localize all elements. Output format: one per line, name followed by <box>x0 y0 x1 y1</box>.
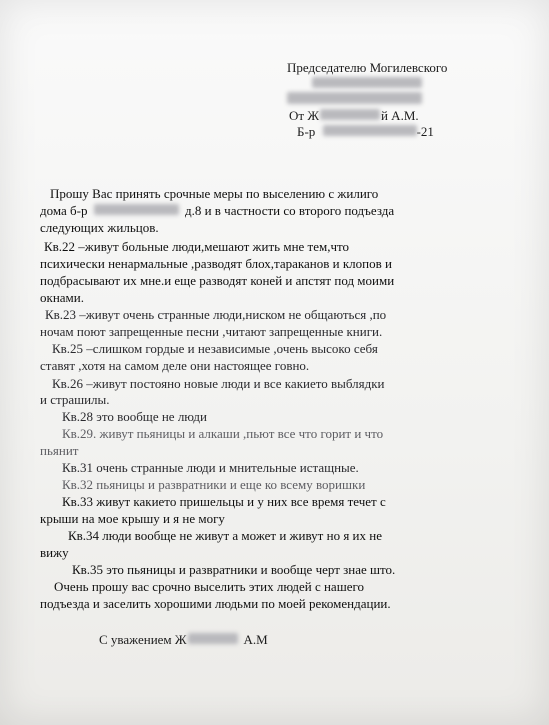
body-line: Кв.25 –слишком гордые и независимые ,очень высоко себя <box>52 341 378 356</box>
body-text: д.8 и в частности со второго подъезда <box>184 203 395 218</box>
body-line: вижу <box>40 545 69 560</box>
sender-suffix: й А.М. <box>380 108 419 123</box>
body-line: Кв.29. живут пьяницы и алкаши ,пьют все что горит и что <box>62 426 384 441</box>
body-line: Кв.26 –живут постояно новые люди и все какието выблядки <box>52 376 385 391</box>
body-line: психически ненармальные ,разводят блох,тараканов и клопов и <box>40 256 392 271</box>
body-line: ставят ,хотя на самом деле они настоящее говно. <box>40 358 310 373</box>
body-line: Кв.34 люди вообще не живут а может и живут но я их не <box>68 528 382 543</box>
body-line: и страшилы. <box>40 392 110 407</box>
body-line: Кв.23 –живут очень странные люди,ниском не общаються ,по <box>45 307 387 322</box>
body-line: окнами. <box>40 290 84 305</box>
body-line: Кв.22 –живут больные люди,мешают жить мне тем,что <box>44 239 350 254</box>
address-prefix: Б-р <box>297 124 316 139</box>
body-line: Кв.31 очень странные люди и мнительные истащные. <box>62 460 359 475</box>
signature-prefix: С уважением Ж <box>99 632 187 647</box>
body-line <box>40 203 394 219</box>
signature-line <box>99 632 268 648</box>
body-line: пьянит <box>40 443 79 458</box>
body-line: Кв.32 пьяницы и развратники и еще ко всему воришки <box>62 477 366 492</box>
body-line: Прошу Вас принять срочные меры по выселению с жилиго <box>50 186 379 201</box>
body-line: крыши на мое крышу и я не могу <box>40 511 225 526</box>
body-line: подбрасывают их мне.и еще разводят коней и апстят под моими <box>40 273 395 288</box>
body-line: следующих жильцов. <box>40 220 159 235</box>
sender-prefix: От Ж <box>289 108 319 123</box>
body-line: Кв.28 это вообще не люди <box>62 409 207 424</box>
redacted-block <box>94 204 179 215</box>
body-line: подъезда и заселить хорошими людьми по моей рекомендации. <box>40 596 391 611</box>
signature-suffix: А.М <box>243 632 268 647</box>
body-line: Очень прошу вас срочно выселить этих людей с нашего <box>54 579 364 594</box>
body-line: Кв.35 это пьяницы и развратники и вообще черт знае што. <box>72 562 396 577</box>
addressee-text: Председателю Могилевского <box>287 60 448 75</box>
body-line: Кв.33 живут какието пришельцы и у них все время течет с <box>62 494 386 509</box>
body-line: ночам поют запрещенные песни ,читают запрещенные книги. <box>40 324 383 339</box>
body-text: дома б-р <box>40 203 88 218</box>
address-suffix: -21 <box>416 124 434 139</box>
redacted-block <box>188 633 238 644</box>
